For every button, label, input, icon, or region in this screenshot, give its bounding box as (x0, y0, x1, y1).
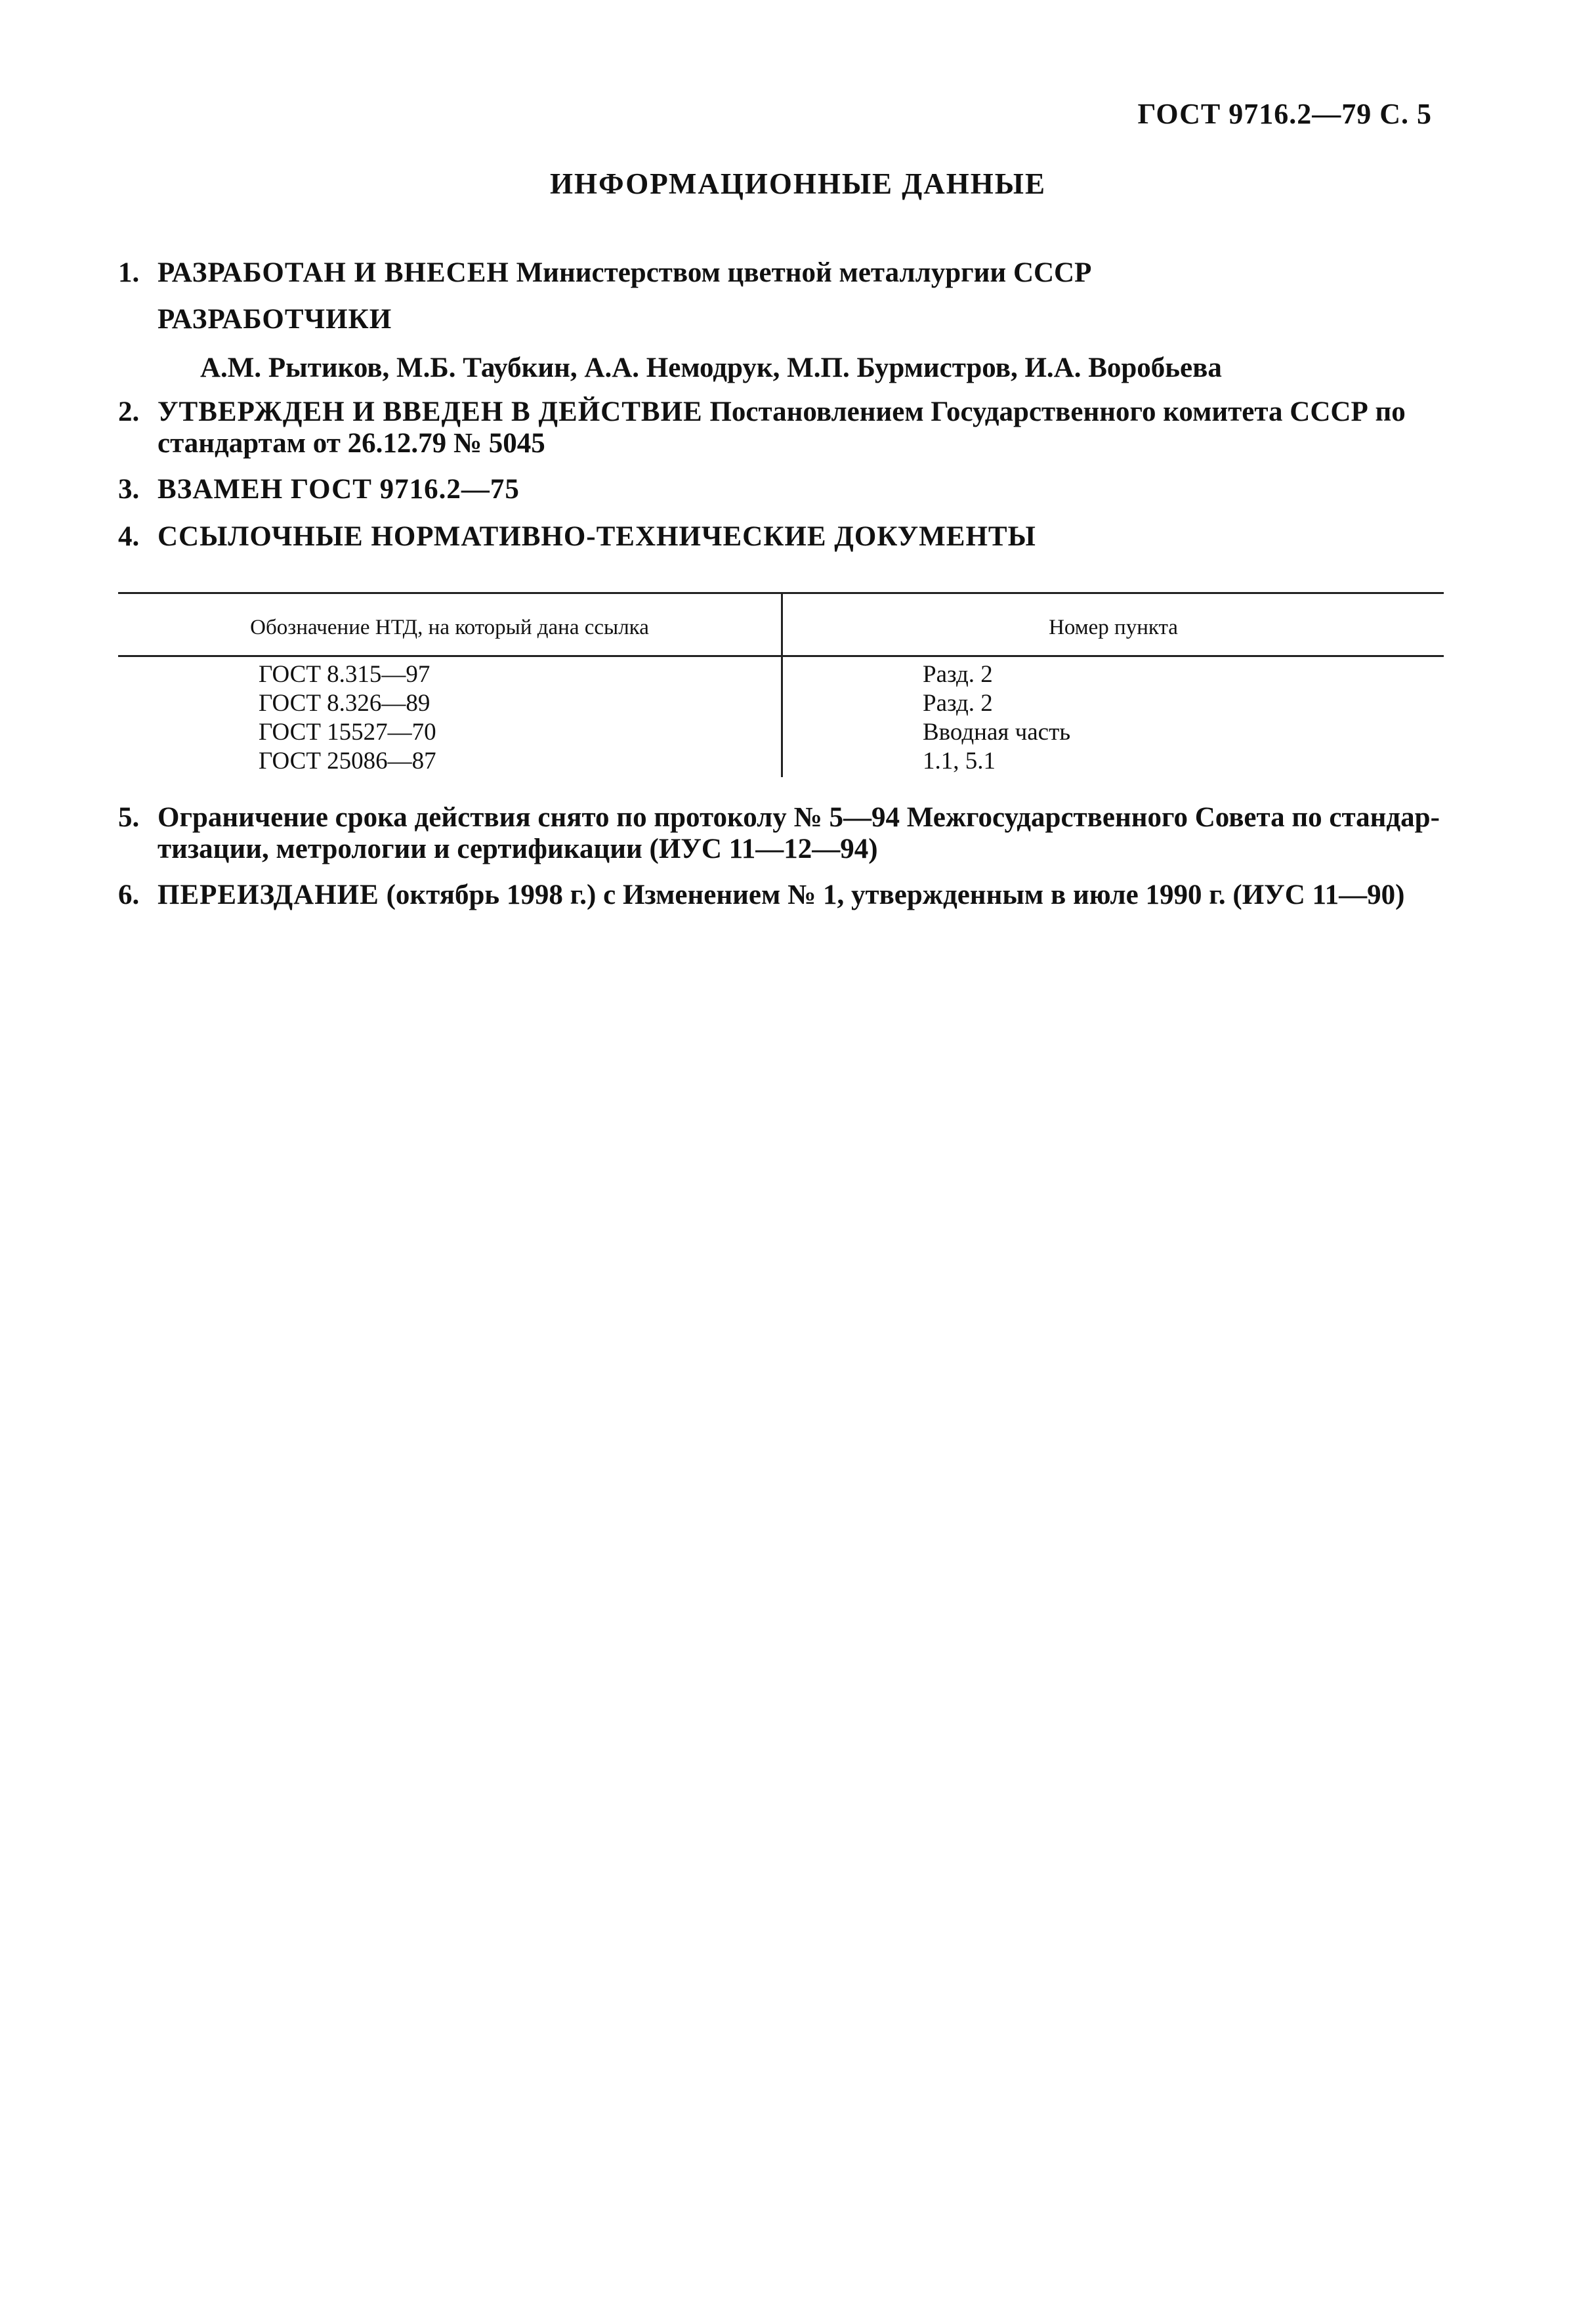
item-text: Постановлением Государственного комитета СССР по стандартам от 26.12.79 № 5045 (158, 396, 1406, 459)
developers-names: А.М. Рытиков, М.Б. Таубкин, А.А. Немодрук, М.П. Бурмистров, И.А. Воробьева (200, 352, 1222, 383)
item-number: 2. (118, 396, 140, 427)
item-number: 6. (118, 880, 140, 910)
table-body (118, 660, 1444, 776)
table-header-clause: Номер пункта (1049, 616, 1178, 639)
table-row (118, 689, 1444, 718)
table-cell-document: ГОСТ 8.315—97 (259, 661, 430, 688)
item-text: (октябрь 1998 г.) с Изменением № 1, утвержденным в июле 1990 г. (ИУС 11—90) (379, 880, 1405, 910)
table-cell-document: ГОСТ 15527—70 (259, 719, 436, 746)
info-item-1 (118, 257, 1444, 289)
page-title: ИНФОРМАЦИОННЫЕ ДАННЫЕ (550, 167, 1046, 200)
item-lead: УТВЕРЖДЕН И ВВЕДЕН В ДЕЙСТВИЕ (158, 396, 703, 427)
reference-documents-table (118, 592, 1444, 780)
table-cell-clause: Разд. 2 (923, 661, 993, 688)
table-row (118, 718, 1444, 747)
table-cell-clause: 1.1, 5.1 (923, 748, 996, 775)
item-lead: ПЕРЕИЗДАНИЕ (158, 880, 379, 910)
table-row (118, 747, 1444, 776)
page-header-doc-ref: ГОСТ 9716.2—79 С. 5 (1137, 98, 1432, 130)
info-item-6 (118, 880, 1444, 911)
item-number: 3. (118, 474, 140, 505)
item-lead: ССЫЛОЧНЫЕ НОРМАТИВНО-ТЕХНИЧЕСКИЕ ДОКУМЕНТЫ (158, 521, 1036, 552)
info-item-5 (118, 802, 1444, 865)
info-item-2 (118, 396, 1444, 459)
item-text: Министерством цветной металлургии СССР (509, 257, 1092, 288)
item-lead: ВЗАМЕН ГОСТ 9716.2—75 (158, 474, 520, 505)
table-cell-clause: Разд. 2 (923, 690, 993, 717)
item-number: 1. (118, 257, 140, 288)
item-number: 4. (118, 521, 140, 552)
developers-label: РАЗРАБОТЧИКИ (158, 304, 392, 335)
table-cell-document: ГОСТ 8.326—89 (259, 690, 430, 717)
table-header-document: Обозначение НТД, на который дана ссылка (250, 616, 649, 639)
item-lead: РАЗРАБОТАН И ВНЕСЕН (158, 257, 509, 288)
table-cell-clause: Вводная часть (923, 719, 1071, 746)
info-item-4 (118, 521, 1444, 553)
item-number: 5. (118, 802, 140, 833)
table-cell-document: ГОСТ 25086—87 (259, 748, 436, 775)
info-item-3 (118, 474, 1444, 505)
table-row (118, 660, 1444, 689)
item-text: Ограничение срока действия снято по протоколу № 5—94 Межгосударственного Совета по стандар-тизации, метрологии и сертификации (ИУС 11—12—94) (158, 802, 1440, 864)
